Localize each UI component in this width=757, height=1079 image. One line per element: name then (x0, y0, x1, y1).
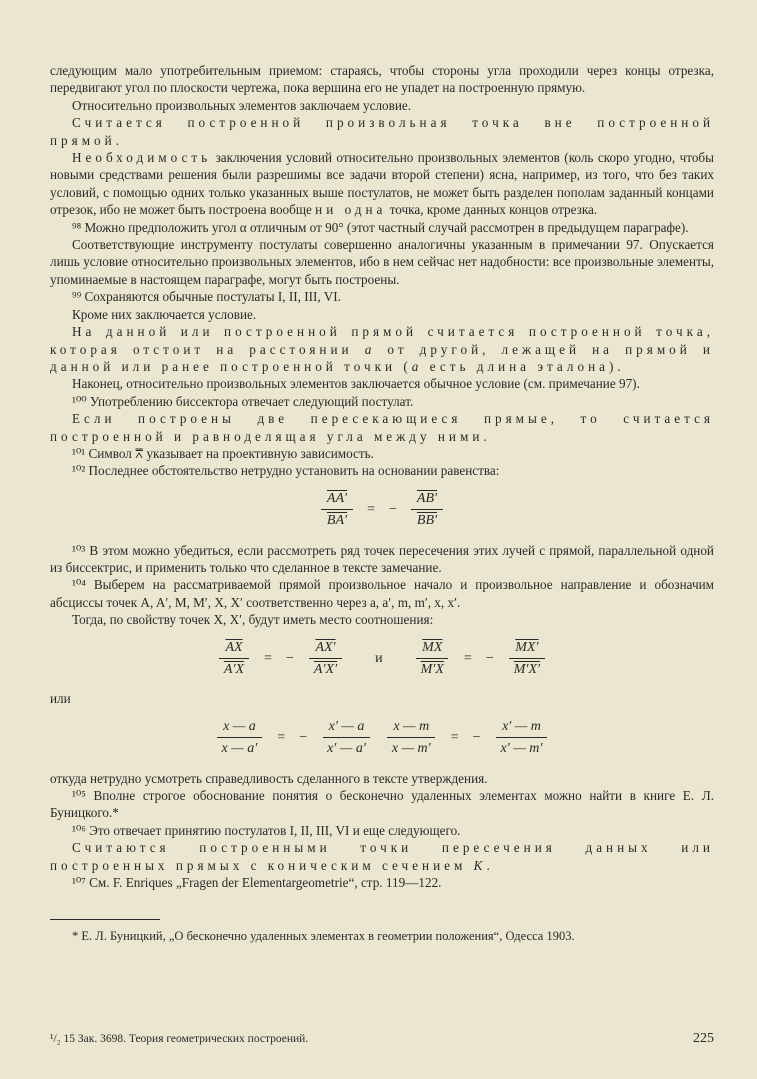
footnote-105: ¹⁰⁵ Вполне строгое обоснование понятия о бесконечно удаленных элементах можно найти в книге Е. Л. Буницкого.* (50, 788, 714, 821)
footnote-107: ¹⁰⁷ См. F. Enriques „Fragen der Elementargeometrie“, стр. 119—122. (72, 875, 442, 891)
star-footnote: * Е. Л. Буницкий, „О бесконечно удаленных элементах в геометрии положения“, Одесса 1903. (72, 929, 575, 944)
fraction (508, 639, 546, 679)
numerator: x — m (387, 718, 435, 738)
paragraph: откуда нетрудно усмотреть справедливость сделанного в тексте утверждения. (50, 770, 488, 786)
fraction (386, 718, 437, 758)
fraction (218, 639, 250, 679)
page-number: 225 (693, 1031, 714, 1046)
text-run: точка, кроме данных концов отрезка. (386, 202, 598, 218)
main-text (50, 62, 714, 944)
minus-sign: − (485, 650, 494, 666)
fraction (321, 718, 372, 758)
numerator: MX′ (509, 639, 544, 659)
postulate: Если построены две пересекающиеся прямые, то считается построенной и равноделящая угла между ними. (50, 411, 714, 444)
formula-2 (50, 639, 714, 679)
formula-3 (50, 718, 714, 758)
denominator: A′X (223, 662, 245, 677)
minus-sign: − (286, 650, 294, 666)
denominator: BA′ (326, 513, 348, 529)
footnote-99: ⁹⁹ Сохраняются обычные постулаты I, II, III, VI. (72, 289, 341, 305)
minus-sign: − (299, 730, 308, 746)
paragraph: Соответствующие инструменту постулаты совершенно аналогичны указанным в примечании 97. Опускается лишь условие относительно произвольных элементов, ибо в нем сейчас нет надобности: все произвольные элементы, упоминаемые в настоящем параграфе, могут быть построены. (50, 237, 714, 287)
numerator: $\overline{MX}$ (416, 639, 448, 659)
variable: a (364, 341, 376, 357)
denominator: x′ — m′ (500, 741, 543, 757)
equals-sign: = (264, 650, 272, 666)
numerator: x′ — m (496, 718, 547, 738)
variable: K (473, 857, 487, 873)
text-run: заключения условий относительно произвольных элементов (коль скоро угодно, чтобы новыми средствами решения были разрешимы все задачи второй степени) ясна, например, из того, что без таких условий, с помощью одних только указанных выше постулатов, не может быть разделен пополам заданный концами отрезок, ибо не может быть построена вообще (50, 150, 714, 218)
spaced-word: ни одна (315, 202, 387, 218)
fraction (321, 490, 353, 530)
text-run: На данной или построенной прямой считается построенной точка, которая отстоит на расстоянии (50, 324, 714, 357)
paragraph: Кроме них заключается условие. (72, 306, 257, 322)
minus-sign: − (472, 730, 481, 746)
denominator: x — m′ (391, 741, 431, 757)
footnote-divider (50, 919, 160, 920)
minus-sign: − (389, 501, 397, 517)
denominator: M′X (420, 662, 444, 677)
denominator: M′X′ (513, 662, 541, 677)
postulate (50, 323, 714, 375)
fraction (216, 718, 264, 758)
footnote-106: ¹⁰⁶ Это отвечает принятию постулатов I, II, III, VI и еще следующего. (72, 822, 461, 838)
text-run: есть длина эталона). (422, 358, 625, 374)
connector-word: или (50, 691, 71, 707)
denominator: BB′ (416, 513, 438, 529)
fraction (415, 639, 450, 679)
paragraph: Тогда, по свойству точек X, X′, будут иметь место соотношения: (72, 612, 434, 628)
paragraph: Наконец, относительно произвольных элементов заключается обычное условие (см. примечание 97). (72, 376, 640, 392)
footnote-104: ¹⁰⁴ Выберем на рассматриваемой прямой произвольное начало и произвольное направление и обозначим абсциссы точек A, A′, M, M′, X, X′ соответственно через a, a′, m, m′, x, x′. (50, 577, 714, 610)
numerator: $\overline{AX}$ (219, 639, 248, 659)
text-run: Считаются построенными точки пересечения данных или построенных прямых с коническим сечением (50, 840, 714, 873)
paragraph: следующим мало употребительным приемом: стараясь, чтобы стороны угла проходили через концы отрезка, передвигают угол по плоскости чертежа, пока вершина его не упадет на построенную прямую. (50, 63, 714, 96)
text-run: . (486, 857, 494, 873)
numerator: x′ — a (323, 718, 371, 738)
numerator: AB′ (411, 490, 443, 510)
numerator: AA′ (321, 490, 353, 510)
denominator: x′ — a′ (327, 741, 366, 757)
equals-sign: = (450, 730, 459, 746)
denominator: x — a′ (221, 741, 258, 757)
variable: a (411, 358, 423, 374)
printer-signature: ¹/₂ 15 Зак. 3698. Теория геометрических построений. (50, 1033, 309, 1045)
footnote-100: ¹⁰⁰ Употреблению биссектора отвечает следующий постулат. (72, 393, 414, 409)
fraction (411, 490, 443, 530)
postulate: Считается построенной произвольная точка вне построенной прямой. (50, 115, 714, 148)
fraction (495, 718, 549, 758)
paragraph: Относительно произвольных элементов заключаем условие. (72, 97, 412, 113)
footnote-101: ¹⁰¹ Символ ⩞ указывает на проективную зависимость. (72, 445, 374, 461)
numerator: AX′ (309, 639, 341, 659)
denominator: A′X′ (313, 662, 338, 677)
text-run: от другой, лежащей на прямой и данной или ранее построенной точки ( (50, 341, 714, 374)
postulate (50, 839, 714, 874)
page-footer (50, 1031, 714, 1047)
numerator: x — a (217, 718, 262, 738)
equals-sign: = (277, 730, 286, 746)
equals-sign: = (367, 501, 375, 517)
footnote-103: ¹⁰³ В этом можно убедиться, если рассмотреть ряд точек пересечения этих лучей с прямой, параллельной одной из биссектрис, и применить только что сделанное в тексте замечание. (50, 542, 714, 575)
equals-sign: = (463, 650, 472, 666)
spaced-word: Необходимость (72, 150, 212, 166)
fraction (308, 639, 343, 679)
footnote-98: ⁹⁸ Можно предположить угол α отличным от 90° (этот частный случай рассмотрен в предыдущем параграфе). (72, 219, 689, 235)
formula-1 (50, 490, 714, 530)
footnote-102: ¹⁰² Последнее обстоятельство нетрудно установить на основании равенства: (72, 463, 500, 479)
conjunction: и (375, 650, 383, 666)
paragraph (50, 149, 714, 219)
